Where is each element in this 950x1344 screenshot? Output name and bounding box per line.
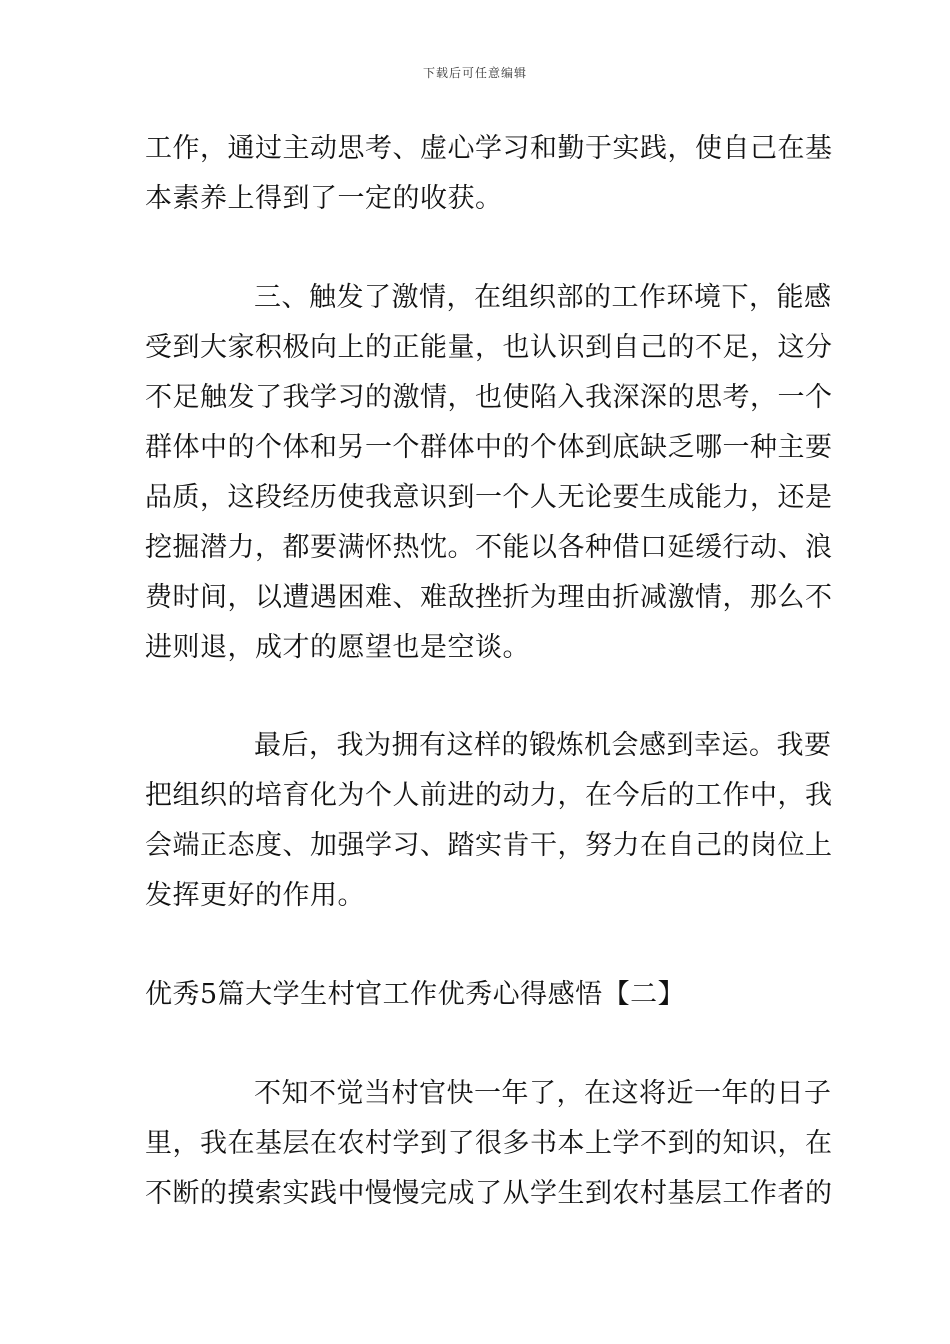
- paragraph-line: 工作，通过主动思考、虚心学习和勤于实践，使自己在基: [145, 133, 833, 164]
- paragraph-line: 里，我在基层在农村学到了很多书本上学不到的知识，在: [145, 1128, 833, 1159]
- paragraph-line: 品质，这段经历使我意识到一个人无论要生成能力，还是: [145, 482, 833, 513]
- paragraph-line: 三、触发了激情，在组织部的工作环境下，能感: [254, 282, 832, 313]
- paragraph-line: 不知不觉当村官快一年了，在这将近一年的日子: [254, 1078, 832, 1109]
- paragraph-line: 受到大家积极向上的正能量，也认识到自己的不足，这分: [145, 332, 833, 363]
- paragraph-line: 本素养上得到了一定的收获。: [145, 183, 503, 214]
- paragraph-line: 费时间，以遭遇困难、难敌挫折为理由折减激情，那么不: [145, 582, 833, 613]
- paragraph-line: 挖掘潜力，都要满怀热忱。不能以各种借口延缓行动、浪: [145, 532, 833, 563]
- paragraph-line: 会端正态度、加强学习、踏实肯干，努力在自己的岗位上: [145, 830, 833, 861]
- paragraph-line: 把组织的培育化为个人前进的动力，在今后的工作中，我: [145, 780, 833, 811]
- paragraph-line: 不足触发了我学习的激情，也使陷入我深深的思考，一个: [145, 382, 833, 413]
- paragraph-line: 不断的摸索实践中慢慢完成了从学生到农村基层工作者的: [145, 1178, 833, 1209]
- page-header: 下载后可任意编辑: [422, 66, 527, 80]
- paragraph-line: 发挥更好的作用。: [145, 880, 365, 911]
- paragraph-line: 最后，我为拥有这样的锻炼机会感到幸运。我要: [254, 730, 832, 761]
- paragraph-line: 群体中的个体和另一个群体中的个体到底缺乏哪一种主要: [145, 432, 833, 463]
- paragraph-line: 进则退，成才的愿望也是空谈。: [145, 632, 530, 663]
- section-heading: 优秀5篇大学生村官工作优秀心得感悟【二】: [145, 979, 686, 1010]
